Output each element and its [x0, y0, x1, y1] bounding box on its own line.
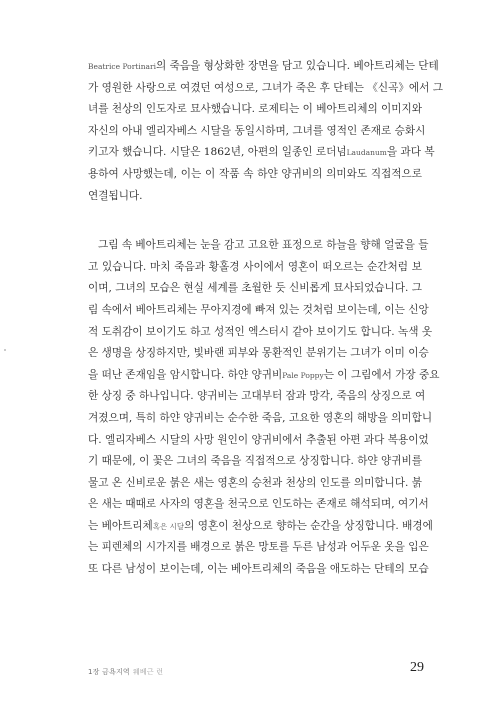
text-line: 한 상징 중 하나입니다. 양귀비는 고대부터 잠과 망각, 죽음의 상징으로 여: [88, 390, 426, 403]
annotation-laudanum: Laudanum: [346, 148, 387, 158]
text-line: 적 도취감이 보이기도 하고 성적인 엑스터시 같아 보이기도 합니다. 녹색 옷: [88, 325, 433, 338]
text-line: 물고 온 신비로운 붉은 새는 영혼의 승천과 천상의 인도를 의미합니다. 붉: [88, 476, 422, 489]
text-line: 림 속에서 베아트리체는 무아지경에 빠져 있는 것처럼 보이는데, 이는 신앙: [88, 303, 429, 316]
text-line: 다. 엘리자베스 시달의 사망 원인이 양귀비에서 추출된 아편 과다 복용이었: [88, 433, 429, 446]
text-line: Beatrice Portinari의 죽음을 형상화한 장면을 담고 있습니다. 베아트리체는 단테: [88, 60, 439, 72]
text-line: 연결됩니다.: [88, 189, 143, 202]
body-text: [88, 56, 443, 581]
text-line: 은 새는 때때로 사자의 영혼을 천국으로 인도하는 존재로 해석되며, 여기서: [88, 498, 429, 511]
text-line: 는 피렌체의 시가지를 배경으로 붉은 망토를 두른 남성과 어두운 옷을 입은: [88, 541, 429, 554]
text-line: 녀를 천상의 인도자로 묘사했습니다. 로제티는 이 베아트리체의 이미지와: [88, 103, 422, 116]
text-line: 는 베아트리체혹은 시달의 영혼이 천상으로 향하는 순간을 상징합니다. 배경에: [88, 519, 433, 532]
text-line: 고 있습니다. 마치 죽음과 황홀경 사이에서 영혼이 떠오르는 순간처럼 보: [88, 260, 422, 273]
text-line: 또 다른 남성이 보이는데, 이는 베아트리체의 죽음을 애도하는 단테의 모습: [88, 563, 429, 576]
text-line: 을 떠난 존재임을 암시합니다. 하얀 양귀비Pale Poppy는 이 그림에서 가장 중요: [88, 368, 440, 381]
chapter-title: 1장 금욕지역: [88, 668, 130, 676]
text-line: 가 영원한 사랑으로 여겼던 여성으로, 그녀가 죽은 후 단테는 《신곡》에서 그: [88, 81, 443, 94]
paragraph-1: [88, 56, 443, 207]
annotation-pale-poppy: Pale Poppy: [282, 370, 324, 380]
running-footer: [88, 667, 163, 677]
margin-dot: [4, 349, 6, 351]
page-number: 29: [410, 660, 424, 675]
text-line: 기 때문에, 이 꽃은 그녀의 죽음을 직접적으로 상징합니다. 하얀 양귀비를: [88, 455, 422, 468]
text-line: 용하여 사망했는데, 이는 이 작품 속 하얀 양귀비의 의미와도 직접적으로: [88, 167, 422, 180]
text-line: 키고자 했습니다. 시달은 1862년, 아편의 일종인 로더넘Laudanum을 과다 복: [88, 146, 435, 159]
text-line: 겨졌으며, 특히 하얀 양귀비는 순수한 죽음, 고요한 영혼의 해방을 의미합니: [88, 411, 433, 424]
chapter-subtitle: 웨베근 런: [132, 668, 164, 676]
text-line: 자신의 아내 엘리자베스 시달을 동일시하며, 그녀를 영적인 존재로 승화시: [88, 124, 426, 137]
paragraph-2: [88, 235, 440, 581]
text-line: 이며, 그녀의 모습은 현실 세계를 초월한 듯 신비롭게 묘사되었습니다. 그: [88, 282, 422, 295]
text-line: 그림 속 베아트리체는 눈을 감고 고요한 표정으로 하늘을 향해 얼굴을 들: [98, 239, 429, 252]
annotation-beatrice-portinari: Beatrice Portinari: [88, 62, 156, 71]
text-line: 은 생명을 상징하지만, 빛바랜 피부와 몽환적인 분위기는 그녀가 이미 이승: [88, 347, 429, 360]
annotation-sidal: 혹은 시달: [152, 521, 185, 531]
